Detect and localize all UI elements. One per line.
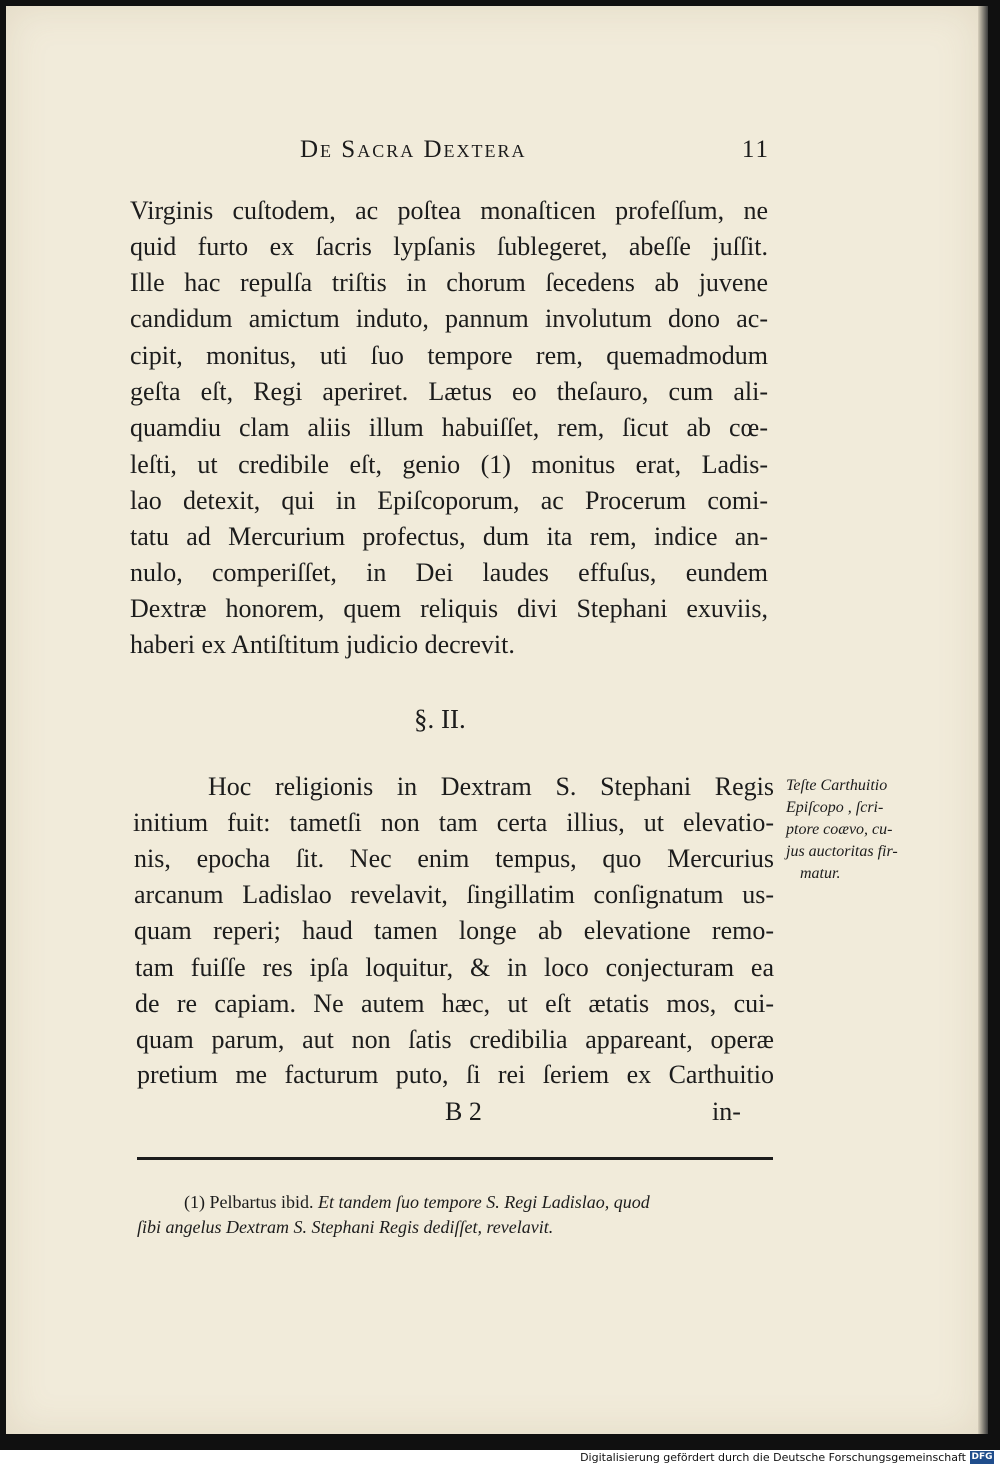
body-line: nis, epocha ſit. Nec enim tempus, quo Mercurius (134, 844, 774, 873)
body-line: tam fuiſſe res ipſa loquitur, & in loco conjecturam ea (135, 953, 774, 982)
body-line: lao detexit, qui in Epiſcoporum, ac Procerum comi- (130, 486, 768, 515)
catchword: in- (712, 1097, 741, 1126)
marginal-note-line: Teſte Carthuitio (786, 777, 888, 794)
body-line: Dextræ honorem, quem reliquis divi Stephani exuviis, (130, 594, 768, 623)
running-head (300, 136, 770, 170)
body-line: cipit, monitus, uti ſuo tempore rem, quemadmodum (130, 341, 768, 370)
body-line: initium fuit: tametſi non tam certa illius, ut elevatio- (133, 808, 774, 837)
digitization-credit: Digitalisierung gefördert durch die Deutsche Forschungsgemeinschaft (580, 1451, 966, 1464)
body-line: quam reperi; haud tamen longe ab elevatione remo- (134, 916, 774, 945)
section-heading: §. II. (414, 704, 466, 734)
marginal-note-line: matur. (800, 865, 841, 882)
body-line: candidum amictum induto, pannum involutum dono ac- (130, 304, 768, 333)
footnote-quote: Et tandem ſuo tempore S. Regi Ladislao, quod (317, 1192, 650, 1212)
body-line: quamdiu clam aliis illum habuiſſet, rem, ſicut ab cœ- (130, 413, 768, 442)
body-line: de re capiam. Ne autem hæc, ut eſt ætatis mos, cui- (135, 989, 774, 1018)
body-line: quid furto ex ſacris lypſanis ſublegeret, abeſſe juſſit. (130, 232, 768, 261)
footnote-line (184, 1189, 650, 1215)
body-line: quam parum, aut non ſatis credibilia appareant, operæ (136, 1025, 774, 1054)
body-line: haberi ex Antiſtitum judicio decrevit. (130, 630, 515, 659)
page-edge (978, 6, 988, 1434)
signature-mark: B 2 (445, 1097, 482, 1126)
body-line: Hoc religionis in Dextram S. Stephani Regis (208, 772, 774, 801)
marginal-note-line: jus auctoritas fir- (786, 843, 898, 860)
body-line: arcanum Ladislao revelavit, ſingillatim conſignatum us- (134, 880, 774, 909)
footnote-rule (137, 1157, 773, 1160)
page-number: 11 (741, 136, 770, 163)
footnote-line: ſibi angelus Dextram S. Stephani Regis dediſſet, revelavit. (137, 1217, 554, 1237)
body-line: geſta eſt, Regi aperiret. Lætus eo theſauro, cum ali- (130, 377, 768, 406)
body-line: pretium me facturum puto, ſi rei ſeriem ex Carthuitio (137, 1060, 774, 1089)
footnote-source: (1) Pelbartus ibid. (184, 1192, 314, 1212)
dfg-logo: DFG (971, 1452, 993, 1462)
marginal-note-line: ptore coævo, cu- (786, 821, 893, 838)
body-line: Virginis cuſtodem, ac poſtea monaſticen profeſſum, ne (130, 196, 768, 225)
marginal-note-line: Epiſcopo , ſcri- (786, 799, 884, 816)
body-line: Ille hac repulſa triſtis in chorum ſecedens ab juvene (130, 268, 768, 297)
body-line: tatu ad Mercurium profectus, dum ita rem, indice an- (130, 522, 768, 551)
body-line: nulo, comperiſſet, in Dei laudes effuſus, eundem (130, 558, 768, 587)
body-line: leſti, ut credibile eſt, genio (1) monitus erat, Ladis- (130, 450, 768, 479)
running-title: De Sacra Dextera (300, 136, 527, 163)
